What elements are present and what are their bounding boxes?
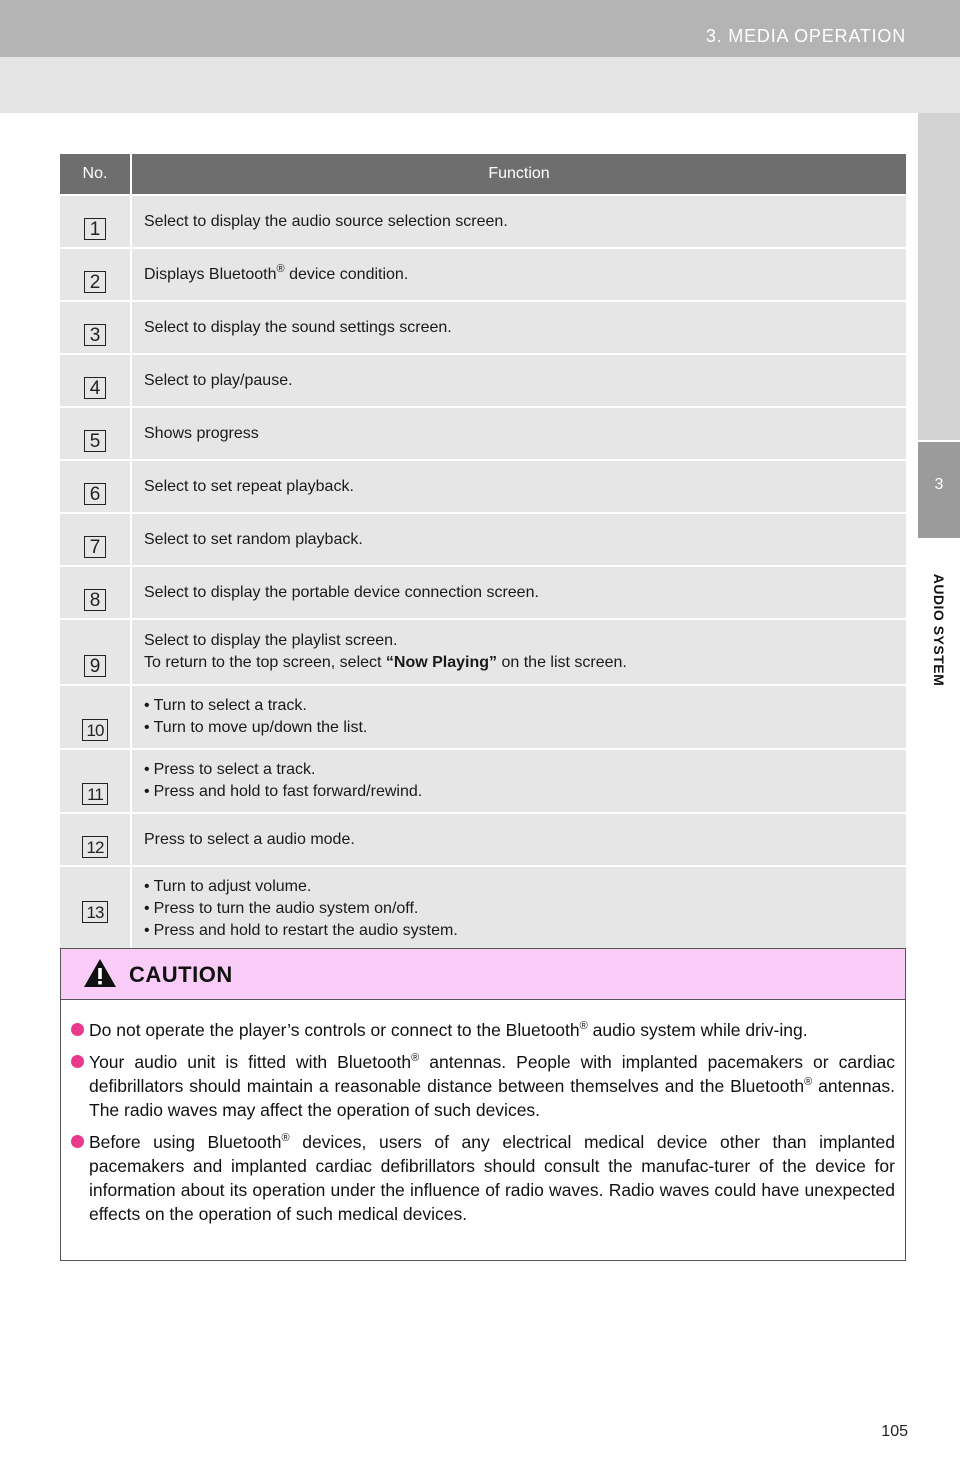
item-number: 8 xyxy=(84,589,106,611)
table-row xyxy=(60,512,906,565)
table-row xyxy=(60,865,906,950)
table-row xyxy=(60,247,906,300)
side-tab-top xyxy=(918,113,960,440)
header-function: Function xyxy=(130,154,906,194)
table-row xyxy=(60,300,906,353)
caution-body xyxy=(61,1000,905,1226)
caution-header xyxy=(61,949,905,1000)
item-number: 4 xyxy=(84,377,106,399)
caution-item: Your audio unit is fitted with Bluetooth® antennas. People with implanted pacemakers or cardiac defibrillators should maintain a reasonable distance between themselves and the Bluetooth® antennas. The radio waves may affect the operation of such devices. xyxy=(71,1050,895,1122)
item-number: 3 xyxy=(84,324,106,346)
table-row xyxy=(60,406,906,459)
table-row xyxy=(60,748,906,812)
item-number: 5 xyxy=(84,430,106,452)
function-text: Select to display the sound settings screen. xyxy=(144,318,452,336)
function-text: Select to display the audio source selection screen. xyxy=(144,212,508,230)
bullet-item: • Press and hold to fast forward/rewind. xyxy=(144,781,894,803)
item-number: 9 xyxy=(84,655,106,677)
caution-title: CAUTION xyxy=(129,962,233,987)
table-row xyxy=(60,684,906,748)
caution-box xyxy=(60,948,906,1261)
bullet-dot-icon xyxy=(71,1135,84,1148)
function-text: Select to display the portable device connection screen. xyxy=(144,583,539,601)
function-text: Select to display the playlist screen. xyxy=(144,632,398,649)
caution-item: Do not operate the player’s controls or connect to the Bluetooth® audio system while driv-ing. xyxy=(71,1018,895,1042)
table-row xyxy=(60,353,906,406)
table-row xyxy=(60,565,906,618)
function-text: Select to play/pause. xyxy=(144,371,293,389)
chapter-number: 3 xyxy=(934,476,944,493)
function-table xyxy=(60,154,906,950)
bullet-item: • Press to select a track. xyxy=(144,759,894,781)
item-number: 2 xyxy=(84,271,106,293)
section-title: 3. MEDIA OPERATION xyxy=(705,26,906,46)
item-number: 13 xyxy=(82,901,108,923)
table-row xyxy=(60,459,906,512)
item-number: 12 xyxy=(82,836,108,858)
function-text: Select to set random playback. xyxy=(144,530,363,548)
function-text: Displays Bluetooth® device condition. xyxy=(144,262,409,283)
table-header xyxy=(60,154,906,194)
item-number: 1 xyxy=(84,218,106,240)
bullet-item: • Turn to move up/down the list. xyxy=(144,717,894,739)
header-no: No. xyxy=(82,165,108,182)
bullet-item: • Press to turn the audio system on/off. xyxy=(144,898,894,920)
function-text: Press to select a audio mode. xyxy=(144,830,355,848)
chapter-label: AUDIO SYSTEM xyxy=(931,573,947,687)
item-number: 11 xyxy=(82,783,108,805)
subheader-bar xyxy=(0,57,960,113)
function-text: To return to the top screen, select “Now Playing” on the list screen. xyxy=(144,654,627,671)
function-text: Shows progress xyxy=(144,424,259,442)
bullet-dot-icon xyxy=(71,1023,84,1036)
bullet-item: • Turn to adjust volume. xyxy=(144,876,894,898)
warning-icon xyxy=(83,957,117,989)
item-number: 10 xyxy=(82,719,108,741)
caution-item: Before using Bluetooth® devices, users of any electrical medical device other than implanted pacemakers and implanted cardiac defibrillators should consult the manufac-turer of the device for information about its operation under the influence of radio waves. Radio waves could have unexpected effects on the operation of such medical devices. xyxy=(71,1130,895,1226)
bullet-item: • Turn to select a track. xyxy=(144,695,894,717)
item-number: 7 xyxy=(84,536,106,558)
bullet-item: • Press and hold to restart the audio system. xyxy=(144,920,894,942)
table-row xyxy=(60,618,906,684)
page-number: 105 xyxy=(881,1423,908,1440)
bullet-dot-icon xyxy=(71,1055,84,1068)
function-text: Select to set repeat playback. xyxy=(144,477,354,495)
item-number: 6 xyxy=(84,483,106,505)
table-row xyxy=(60,194,906,247)
table-row xyxy=(60,812,906,865)
